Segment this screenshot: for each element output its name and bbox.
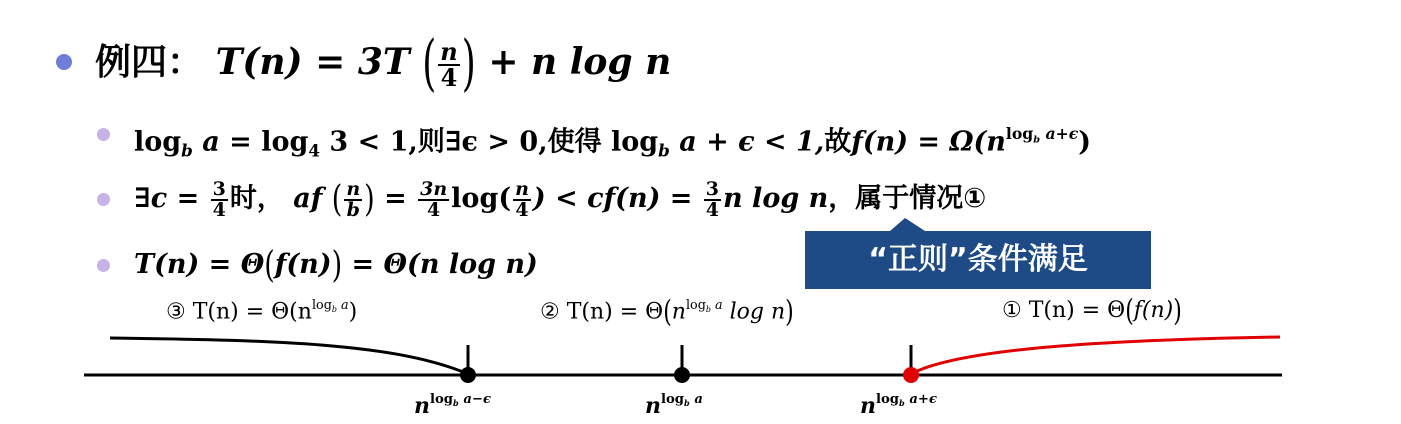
c3-close: ) [348, 299, 358, 325]
bullet-2-text [134, 170, 986, 229]
frac-den: 4 [438, 64, 459, 90]
c2-log: log [685, 298, 706, 313]
tr-exp [876, 392, 937, 407]
t-3lt1: 3 < 1, [329, 126, 418, 158]
frac-n-4 [513, 177, 531, 221]
v-po: ( [264, 243, 275, 286]
tl-exp [430, 392, 491, 407]
heading-eq-part1: T(n) = 3T [215, 41, 410, 83]
c2-pc: ) [785, 295, 794, 330]
u-d4: 4 [513, 199, 531, 220]
paren-close: ) [461, 29, 476, 99]
t-sub-4: 4 [308, 140, 320, 161]
sub-bullet-2 [97, 193, 110, 206]
tl-log: log [430, 392, 454, 407]
u-case1: ，属于情况① [828, 183, 987, 214]
u-nlogn: n log n [723, 183, 829, 214]
heading-label: 例四： [95, 42, 204, 83]
heading [95, 29, 672, 99]
tm-log: log [661, 392, 685, 407]
t-sub-b2: b [658, 140, 670, 161]
frac-3-4-b [704, 177, 721, 221]
tm-exp [661, 392, 703, 407]
u-d5: 4 [705, 198, 720, 221]
frac-3-4-a [211, 177, 228, 221]
c1-a: ① T(n) = Θ [1002, 298, 1126, 323]
frac-3n-4 [418, 177, 449, 221]
t-eq-log: = log [229, 126, 309, 158]
t-a: a [202, 126, 220, 158]
t-ze: 则 [417, 126, 445, 158]
c3-log: log [311, 298, 332, 313]
regularity-callout: “正则”条件满足 [805, 231, 1151, 289]
t-exp-log: log [1005, 124, 1034, 143]
t-sub-b: b [181, 140, 193, 161]
tm-a: a [694, 392, 703, 407]
c2-po: ( [663, 295, 672, 330]
case3-label [166, 298, 357, 325]
bullet-1-text [134, 112, 1091, 173]
c2-exp [686, 298, 723, 313]
tick-label-left [414, 392, 491, 419]
u-po: ( [331, 177, 343, 220]
tr-a: a+ϵ [909, 392, 937, 407]
point-left [460, 367, 476, 383]
point-middle [674, 367, 690, 383]
c3-a: ③ T(n) = Θ(n [166, 299, 312, 325]
c2-aa: a [715, 298, 723, 313]
case1-curve [911, 337, 1280, 374]
u-n5: 3 [705, 177, 720, 200]
frac-n-b [344, 177, 362, 221]
paren-open: ( [422, 29, 437, 99]
t-exp-a: a+ϵ [1045, 124, 1079, 143]
t-log: log [134, 126, 182, 158]
u-n1: 3 [212, 177, 226, 200]
u-eq: = [384, 183, 407, 214]
u-lt-cf: ) < cf(n) = [532, 183, 693, 214]
c1-fn: f(n) [1133, 298, 1174, 323]
u-pc: ) [364, 177, 375, 220]
tm-n: n [645, 392, 661, 419]
t-exp-b: b [1033, 134, 1041, 146]
tm-b: b [684, 397, 690, 408]
fraction-n-over-4 [438, 37, 459, 92]
t-shide: 使得 [547, 126, 602, 158]
frac-num: n [440, 37, 458, 66]
point-right [903, 367, 919, 383]
u-d1: 4 [212, 198, 226, 221]
c1-pc: ) [1173, 294, 1182, 328]
t-log2: log [611, 126, 659, 158]
c2-n: n [671, 299, 686, 325]
c1-po: ( [1125, 294, 1134, 328]
t-exp [1005, 124, 1079, 146]
sub-bullet-1 [97, 128, 110, 141]
u-n2: n [346, 177, 361, 200]
c3-exp [312, 298, 349, 313]
tl-a: a−ϵ [463, 392, 491, 407]
v-result: = Θ(n log n) [351, 249, 538, 280]
case2-label [540, 295, 794, 330]
tr-n: n [860, 392, 876, 419]
u-d2: b [344, 199, 362, 220]
u-shi: 时， [229, 183, 284, 214]
c2-a: ② T(n) = Θ [540, 299, 664, 325]
c2-b: b [705, 304, 711, 314]
tick-label-middle [645, 392, 703, 419]
t-exists-eps: ∃ϵ > 0, [444, 126, 548, 158]
t-close: ) [1078, 126, 1092, 158]
c3-aa: a [340, 298, 349, 313]
tl-n: n [414, 392, 430, 419]
u-log: log( [451, 183, 512, 214]
u-n4: n [515, 177, 529, 200]
case1-label [1002, 294, 1182, 328]
v-fn: f(n) [274, 249, 332, 280]
u-exists-c: ∃c = [134, 183, 200, 214]
heading-eq-part2: + n log n [488, 41, 672, 83]
sub-bullet-3 [97, 259, 110, 272]
main-bullet [56, 54, 72, 70]
tl-b: b [453, 397, 459, 408]
tick-label-right [860, 392, 937, 419]
u-d3: 4 [418, 199, 449, 220]
tr-log: log [876, 392, 900, 407]
c2-logn: log n [729, 299, 786, 325]
tr-b: b [899, 397, 905, 408]
v-theta: T(n) = Θ [134, 249, 265, 280]
case3-curve [110, 338, 468, 374]
u-af: af [293, 183, 323, 214]
t-a-eps: a + ϵ < 1, [679, 126, 825, 158]
t-gu: 故 [824, 126, 852, 158]
t-omega: f(n) = Ω(n [851, 126, 1006, 158]
bullet-3-text [134, 242, 538, 289]
u-n3: 3n [420, 177, 448, 200]
c3-b: b [331, 304, 337, 314]
v-pc: ) [331, 243, 343, 286]
